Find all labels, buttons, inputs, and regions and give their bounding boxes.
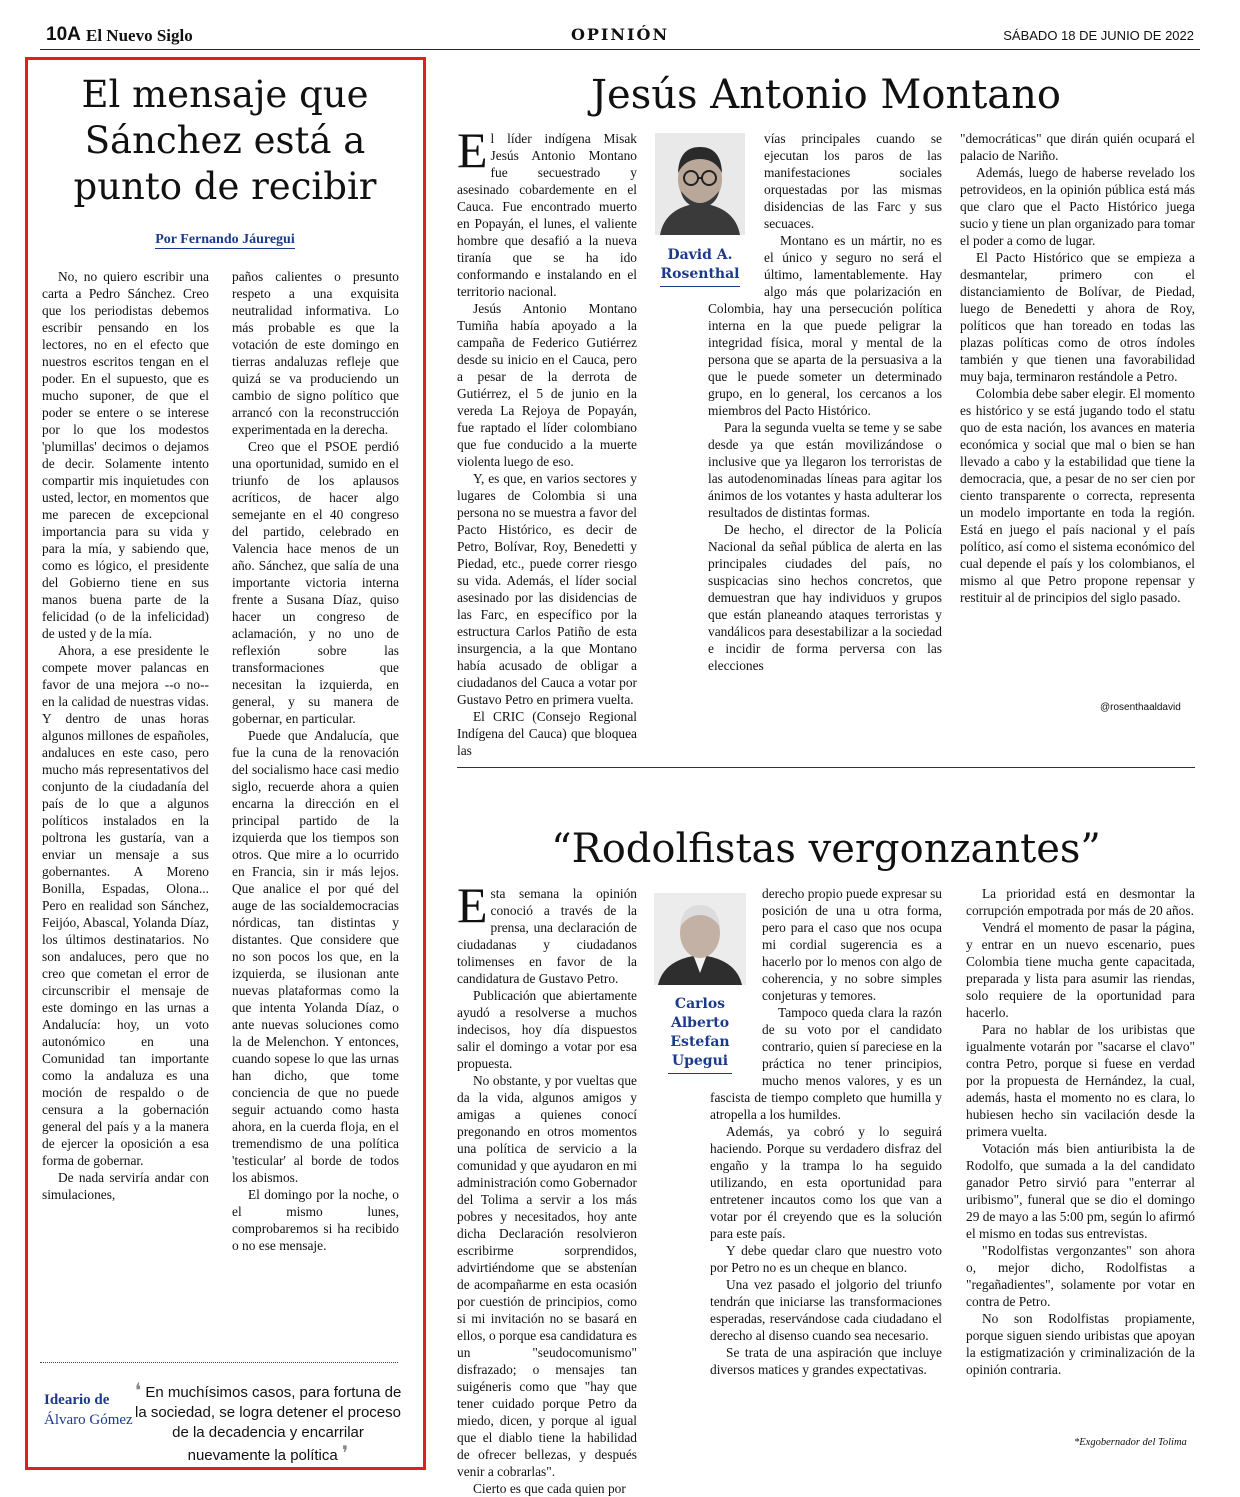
paragraph: Además, ya cobró y lo seguirá haciendo. Porque su verdadero disfraz del engaño y la trampa lo ha seguido utilizando, en esta oportunidad para entretener incautos como los que van a votar por él creyendo que es la solución para este país. [710, 1124, 942, 1241]
paragraph-text: l líder indígena Misak Jesús Antonio Montano fue secuestrado y asesinado cobardemente en el Cauca. Fue encontrado muerto en Popayán, el lunes, el valiente hombre que desafió a la nueva tiranía que se ha ido conformando e instalando en el territorio nacional. [457, 131, 637, 299]
paragraph: paños calientes o presunto respeto a una exquisita neutralidad informativa. Lo más probable es que la votación de este domingo en tierras andaluzas refleje que quizá se va produciendo un cambio de signo político que arrancó con la reconstrucción experimentada en la derecha. [232, 269, 399, 437]
article-1-column-3 [960, 130, 1195, 700]
paragraph: Colombia debe saber elegir. El momento es histórico y se está jugando todo el statu quo de esta nación, los avances en materia económica y social que mal o bien se han llevado a cabo y la estabilidad que tiene la democracia, que, a pesar de no ser cien por ciento transparente o correcta, representa un modelo importante en toda la región. Está en juego el país nacional y el país político, así como el sistema económico del cual depende el país y los colombianos, el mismo al que Petro propone repensar y restituir al de principios del siglo pasado. [960, 386, 1195, 605]
paragraph: Votación más bien antiuribista la de Rodolfo, que sumada a la del candidato ganador Petro sirvió para "enterrar al uribismo", funeral que se dio el domingo 29 de mayo a las 5:00 pm, según lo afirmó el mismo en todas sus entrevistas. [966, 1141, 1195, 1241]
article-1-title: Jesús Antonio Montano [591, 72, 1061, 118]
ideario-quote-text: En muchísimos casos, para fortuna de la sociedad, se logra detener el proceso de la decadencia y encarrilar nuevamente la política [134, 1384, 402, 1464]
paragraph: El CRIC (Consejo Regional Indígena del Cauca) que bloquea las [457, 709, 637, 758]
paragraph: Cierto es que cada quien por [473, 1481, 626, 1496]
paragraph: Además, luego de haberse revelado los petrovideos, en la opinión pública está más que claro que el Pacto Histórico juega sucio y tiene un plan organizado para tomar el poder a como de lugar. [960, 165, 1195, 248]
paragraph: Jesús Antonio Montano Tumiña había apoyado a la campaña de Federico Gutiérrez desde su inicio en el Cauca, pero a pesar de la derrota de Gutiérrez, el 5 de junio en la vereda La Rejoya de Popayán, fue raptado el líder colombiano que fue conducido a la muerte violenta luego de eso. [457, 301, 637, 469]
photo-wrap-spacer [708, 130, 764, 300]
left-article-column-2 [232, 268, 399, 1354]
article-2-column-1 [457, 877, 637, 1496]
paragraph: Para la segunda vuelta se teme y se sabe desde ya que están movilizándose o inclusive que ya llegaron los terroristas de las autodenominadas líneas para agitar los ánimos de los votantes y hasta adulterar los resultados de distintas formas. [708, 420, 942, 520]
article-2-author: Carlos Alberto Estefan Upegui [670, 996, 730, 1069]
paragraph: Para no hablar de los uribistas que igualmente votarán por "sacarse el clavo" contra Petro, porque si fuese en verdad por la propuesta de Hernández, la cual, además, hasta el momento no es clara, lo hubiesen hecho sin vacilación desde la primera vuelta. [966, 1022, 1195, 1139]
paragraph: La prioridad está en desmontar la corrupción empotrada por más de 20 años. [966, 886, 1195, 918]
paragraph: Montano es un mártir, no es el único y seguro no será el último, lamentablemente. Hay algo más que polarización en Colombia, hay una persecución política interna en la que puede peligrar la integridad física, moral y mental de la persona que se aparta de la persuasiva a la que le puede someter un determinado grupo, en lo general, los cercanos a los miembros del Pacto Histórico. [708, 233, 942, 418]
drop-cap: E [457, 877, 488, 933]
paragraph: Se trata de una aspiración que incluye diversos matices y grandes expectativas. [710, 1345, 942, 1377]
paragraph [457, 122, 637, 300]
article-1-column-2 [708, 130, 942, 710]
paragraph: El domingo por la noche, o el mismo lunes, comprobaremos si ha recibido o no ese mensaje. [232, 1187, 399, 1253]
paragraph: Creo que el PSOE perdió una oportunidad, sumido en el triunfo de los aplausos acríticos, de hacer algo semejante en el 40 congreso del partido, celebrado en Valencia hace menos de un año. Sánchez, que salía de una importante victoria interna frente a Susana Díaz, quiso hacer un congreso de aclamación, y no uno de reflexión sobre las transformaciones que necesitan la izquierda, en general, y su manera de gobernar, en particular. [232, 439, 399, 726]
ideario-divider [40, 1362, 398, 1363]
paragraph: No son Rodolfistas propiamente, porque siguen siendo uribistas que apoyan la estigmatización y criminalización de la opinión contraria. [966, 1311, 1195, 1377]
paragraph: Y debe quedar claro que nuestro voto por Petro no es un cheque en blanco. [710, 1243, 942, 1275]
article-2-title: “Rodolfistas vergonzantes” [551, 826, 1101, 872]
article-2-column-2 [710, 885, 942, 1450]
paragraph: Una vez pasado el jolgorio del triunfo tendrán que iniciarse las transformaciones esperadas, reservándose cada ciudadano el derecho al disenso cuando sea necesario. [710, 1277, 942, 1343]
paragraph: De nada serviría andar con simulaciones, [42, 1170, 209, 1202]
drop-cap: E [457, 122, 488, 178]
ideario-quote [134, 1380, 402, 1466]
section-title: OPINIÓN [570, 25, 670, 44]
ideario-label-line-1: Ideario de [44, 1392, 110, 1408]
newspaper-name: El Nuevo Siglo [86, 26, 193, 45]
author-twitter-handle: @rosenthaaldavid [1100, 702, 1181, 713]
paragraph: Publicación que abiertamente ayudó a resolverse a muchos indecisos, hoy día dispuestos salir el domingo a votar por esa propuesta. [457, 988, 637, 1071]
article-divider [457, 767, 1195, 768]
paragraph: Puede que Andalucía, que fue la cuna de la renovación del socialismo hace casi medio siglo, recuerde ahora a quien encarna la dirección en el principal partido de la izquierda que los tiempos son otros. Que mire a lo ocurrido en Francia, sin ir más lejos. Que analice el por qué del auge de las socialdemocracias nórdicas, tan distintas y distantes. Que considere que no son pocos los que, en la izquierda, se ilusionan ante nuevas plataformas como la que intenta Yolanda Díaz, o ante nuevas soluciones como la de Melenchon. Y entonces, cuando sopese lo que las urnas han dicho, que tome conciencia de que no puede seguir actuando como hasta ahora, en la cuerda floja, en el tremendismo de una política 'testicular' al borde de todos los abismos. [232, 728, 399, 1185]
left-article-byline [40, 232, 410, 248]
paragraph [457, 877, 637, 987]
paragraph: Tampoco queda clara la razón de su voto por el candidato contrario, quien sí pareciese en la práctica no tener principios, mucho menos valores, y es un fascista de tiempo completo que humilla y atropella a los humildes. [710, 1005, 942, 1122]
ideario-label-line-2: Álvaro Gómez [44, 1412, 133, 1428]
left-article-title: El mensaje que Sánchez está a punto de recibir [73, 73, 377, 208]
close-quote-icon: ❜ [341, 1441, 349, 1465]
ideario-label [44, 1390, 144, 1430]
article-1-author: David A. Rosenthal [660, 247, 740, 282]
paragraph: El Pacto Histórico que se empieza a desmantelar, primero con el distanciamiento de Bolívar, de Piedad, luego de Benedetti y ahora de Roy, políticos que han toreado en todas las plazas políticas como de otros índoles también y que tienen una favorabilidad muy baja, terminaron restándole a Petro. [960, 250, 1195, 384]
page-header [40, 22, 1200, 50]
paragraph: Y, es que, en varios sectores y lugares de Colombia si una persona no se muestra a favor del Pacto Histórico, es decir de Petro, Bolívar, Roy, Benedetti y Piedad, etc., puede correr riesgo su vida. Además, el líder social asesinado por las disidencias de las Farc, en específico por la estructura Carlos Patiño de esta insurgencia, a la que Montano había acusado de obligar a ciudadanos del Cauca a votar por Gustavo Petro en primera vuelta. [457, 471, 637, 707]
paragraph: "Rodolfistas vergonzantes" son ahora o, mejor dicho, Rodolfistas a "regañadientes", solamente por votar en contra de Petro. [966, 1243, 1195, 1309]
article-1-column-1 [457, 122, 637, 758]
paragraph: De hecho, el director de la Policía Nacional da señal pública de alerta en las principales ciudades del país, no suspicacias sino hechos concretos, que demuestran que hay individuos y grupos que están planeando ataques terroristas y vandálicos para desestabilizar a la sociedad e incidir de forma perversa con las elecciones [708, 522, 942, 673]
author-footnote: *Exgobernador del Tolima [1074, 1437, 1187, 1448]
paragraph: Vendrá el momento de pasar la página, y entrar en un nuevo escenario, pues Colombia tiene mucha gente capacitada, preparada y lista para asumir las riendas, solo requiere de la oportunidad para hacerlo. [966, 920, 1195, 1020]
paragraph: Ahora, a ese presidente le compete mover palancas en favor de una mejora --o no-- en la calidad de nuestras vidas. Y dentro de unas horas algunos millones de españoles, andaluces en este caso, pero mucho más representativos del conjunto de la ciudadanía del país de lo que a algunos políticos instalados en la poltrona les gustaría, van a enviar un mensaje a sus gobernantes. A Moreno Bonilla, Espadas, Olona... Pero en realidad son Sánchez, Feijóo, Abascal, Yolanda Díaz, los últimos destinatarios. No son andaluces, pero que no creo que cometan el error de circunscribir el mensaje de este domingo en las urnas a Andalucía: hoy, un voto autonómico en una Comunidad tan importante como la andaluza es una moción de respaldo o de censura a la gobernación general del país y a la manera de ejercer la oposición a esa forma de gobernar. [42, 643, 209, 1168]
byline-text: Por Fernando Jáuregui [155, 232, 295, 247]
open-quote-icon: ❛ [134, 1378, 142, 1402]
article-2-column-3 [966, 885, 1195, 1433]
page-number: 10A [46, 24, 81, 45]
photo-wrap-spacer [710, 885, 762, 1085]
paragraph: No obstante, y por vueltas que da la vida, algunos amigos y amigas a quienes conocí pregonando en otros momentos una política de servicio a la comunidad y que ayudaron en mi administración como Gobernador del Tolima a servir a los más pobres y necesitados, hoy ante dicha Declaración resolvieron escribirme sorprendidos, advirtiéndome que se abstenían de acompañarme en esta ocasión por cuestión de principios, como si mi invitación no se basará en ellos, o porque esa candidatura es un "seudocomunismo" disfrazado; o mensajes tan suigéneris como que "hay que tener cuidado porque Petro da miedo, dicen, y porque al igual que el diablo tiene la habilidad de ofrecer bellezas, y después venir a cobrarlas". [457, 1073, 637, 1479]
paragraph: derecho propio puede expresar su posición de una u otra forma, pero para el caso que nos ocupa mi cordial sugerencia es a hacerlo por lo menos con algo de coherencia, y no sobre simples conjeturas y temores. [762, 886, 942, 1003]
paragraph: vías principales cuando se ejecutan los paros de las manifestaciones sociales orquestadas por las mismas disidencias de las Farc y sus secuaces. [764, 131, 942, 231]
issue-date: SÁBADO 18 DE JUNIO DE 2022 [1003, 28, 1194, 43]
paragraph: "democráticas" que dirán quién ocupará el palacio de Nariño. [960, 131, 1195, 163]
left-article-column-1 [42, 268, 209, 1354]
paragraph-text: sta semana la opinión conoció a través de la prensa, una declaración de ciudadanas y ciudadanos tolimenses en favor de la candidatura de Gustavo Petro. [457, 886, 637, 986]
paragraph: No, no quiero escribir una carta a Pedro Sánchez. Creo que los periodistas debemos escribir pensando en los lectores, no en el efecto que nuestros escritos tengan en el poder. En el supuesto, que es mucho suponer, de que el poder se entere o se interese por lo que los modestos 'plumillas' decimos o dejamos de decir. Solamente intento compartir mis inquietudes con usted, lector, en momentos que me parecen de excepcional importancia para su vida y para la mía, y sabiendo que, como es lógico, el presidente del Gobierno tiene en sus manos buena parte de la felicidad (o de la infelicidad) de usted y de la mía. [42, 269, 209, 641]
